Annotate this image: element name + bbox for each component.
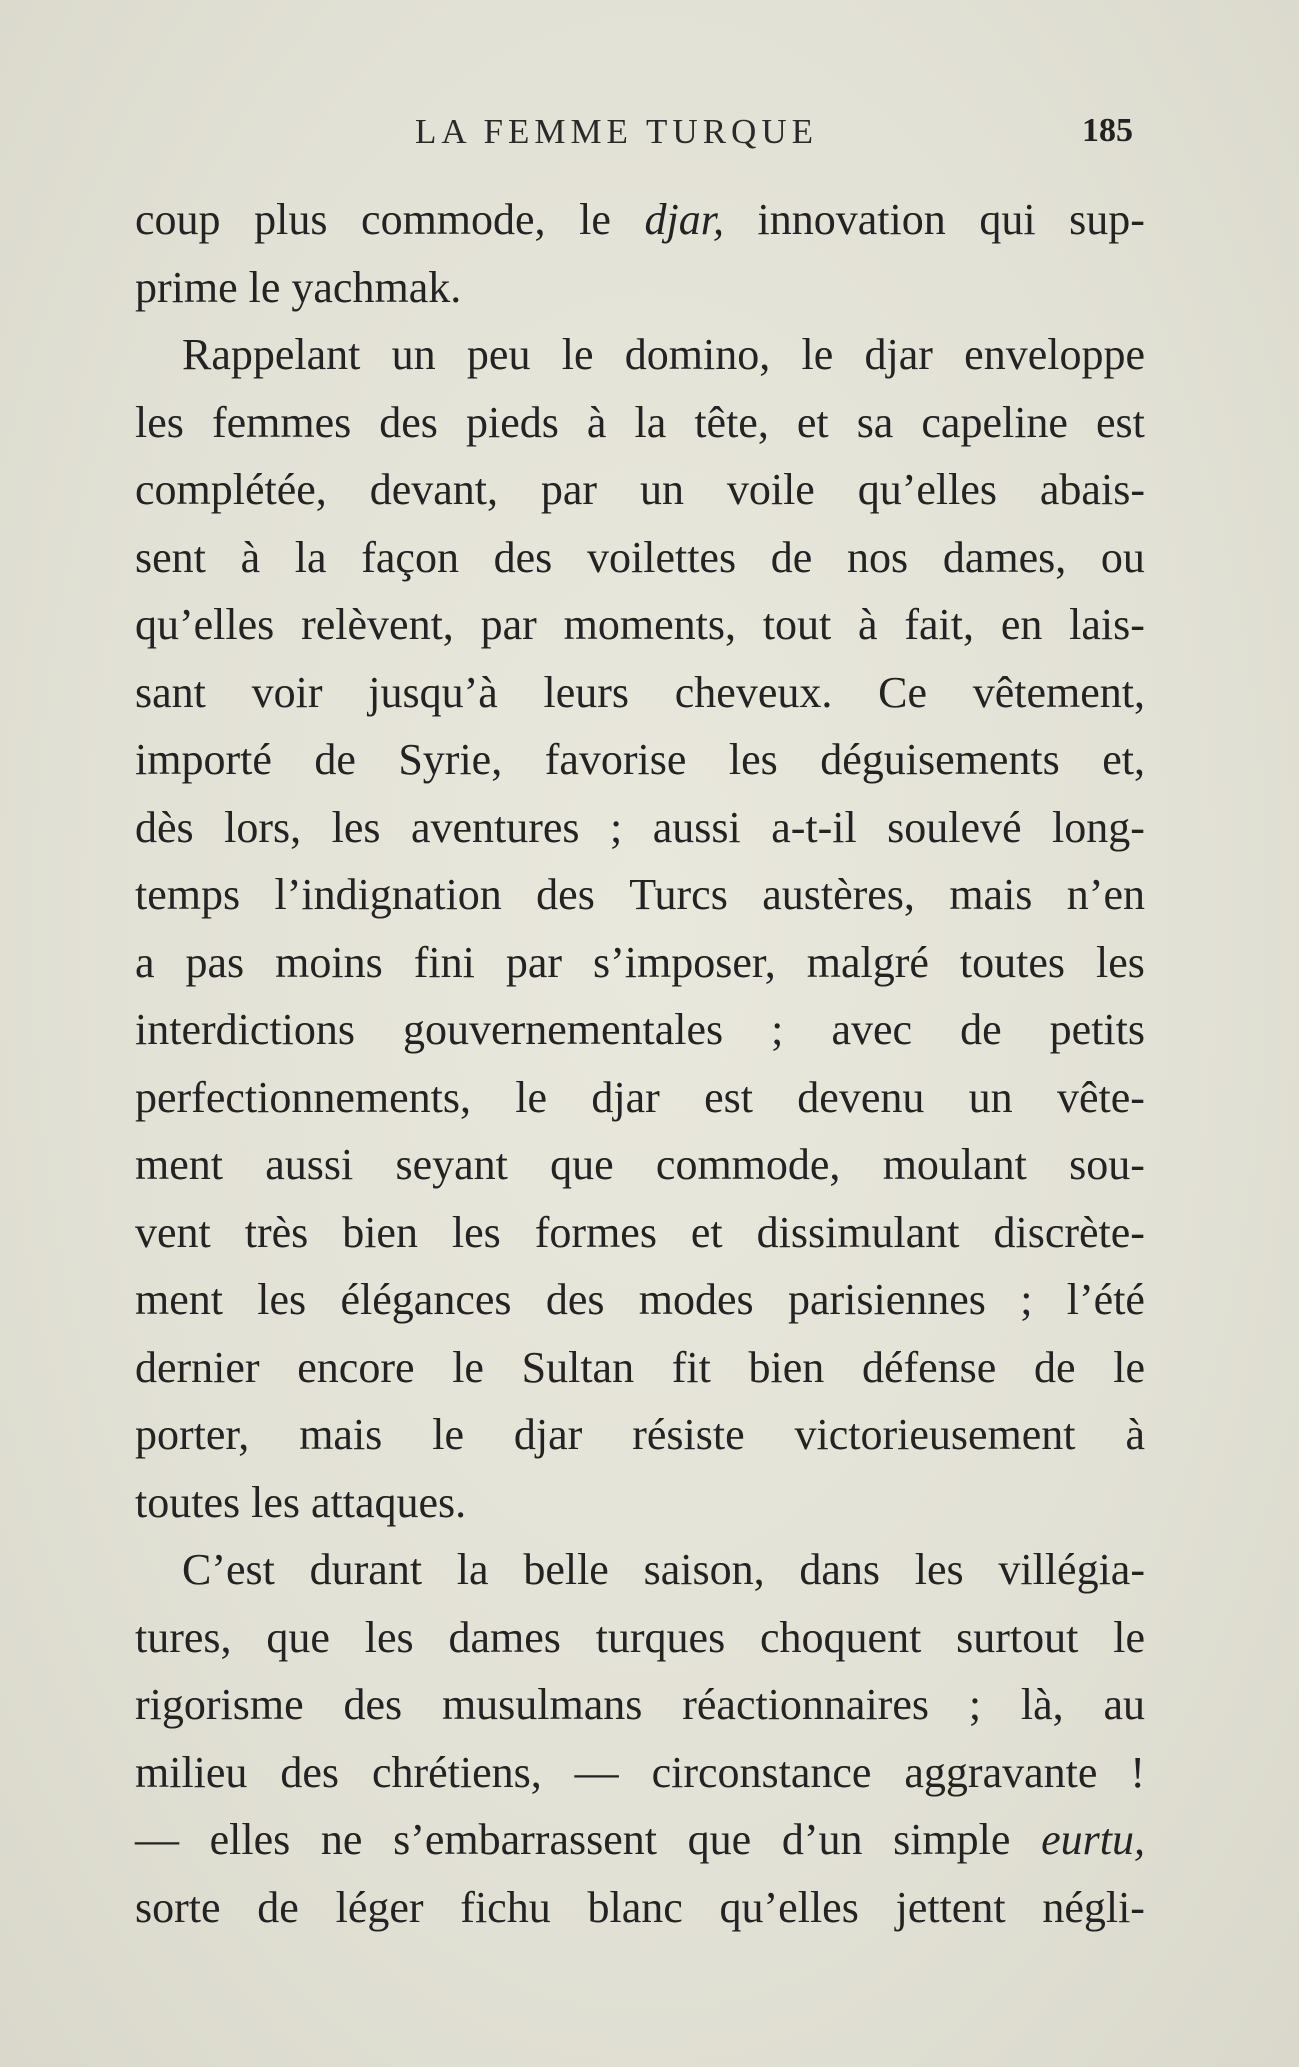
word: vêtement,	[972, 667, 1145, 717]
running-title: LA FEMME TURQUE	[415, 112, 818, 151]
word: de	[960, 1005, 1002, 1054]
word: à	[858, 600, 878, 649]
word: petits	[1049, 1005, 1145, 1054]
word: à	[586, 397, 607, 447]
word: surtout	[956, 1612, 1079, 1662]
word: seyant	[395, 1140, 508, 1189]
word: tête,	[694, 397, 769, 447]
word: temps	[135, 870, 241, 919]
word: voir	[251, 667, 323, 717]
word: des	[536, 870, 595, 919]
word: un	[391, 330, 436, 379]
word: coup	[135, 195, 221, 244]
word: les	[331, 802, 381, 852]
word: innovation	[757, 195, 946, 244]
word: ou	[1100, 532, 1145, 582]
word: moins	[275, 937, 383, 987]
word: !	[1130, 1747, 1145, 1797]
word: malgré	[806, 937, 929, 987]
word: djar	[591, 1072, 660, 1122]
word: le	[1113, 1342, 1145, 1392]
word: long-	[1052, 802, 1145, 852]
word: commode,	[655, 1140, 841, 1189]
word: —	[574, 1747, 619, 1797]
word: circonstance	[651, 1747, 872, 1797]
word: des	[379, 397, 438, 447]
word: façon	[361, 532, 459, 582]
word: sent	[135, 532, 206, 582]
word: par	[480, 600, 537, 649]
word: aussi	[652, 802, 741, 852]
word: encore	[297, 1342, 415, 1392]
word: plus	[254, 195, 328, 244]
word: le	[1113, 1612, 1145, 1662]
word: relèvent,	[301, 600, 454, 649]
word: fini	[413, 937, 475, 987]
word: capeline	[921, 397, 1068, 447]
word: voile	[726, 465, 815, 514]
word: aventures	[410, 802, 580, 852]
word: voilettes	[587, 532, 737, 582]
word: que	[266, 1612, 330, 1662]
word: sup-	[1069, 195, 1145, 244]
text-line	[135, 1401, 1145, 1469]
word: réactionnaires	[682, 1680, 929, 1729]
text-line	[135, 389, 1145, 457]
word: les	[364, 1612, 414, 1662]
word: turques	[595, 1612, 726, 1662]
word: cheveux.	[674, 667, 833, 717]
text-line	[135, 929, 1145, 997]
word: sou-	[1069, 1140, 1145, 1189]
word: les	[135, 397, 184, 447]
word: en	[1000, 600, 1043, 649]
word: complétée,	[135, 465, 327, 514]
word: par	[505, 937, 562, 987]
word: qui	[979, 195, 1036, 244]
text-line	[135, 659, 1145, 727]
word: déguisements	[820, 735, 1060, 784]
text-line	[135, 726, 1145, 794]
word: un	[639, 465, 684, 514]
word: est	[704, 1072, 753, 1122]
word: sant	[135, 667, 206, 717]
word: Sultan	[521, 1342, 635, 1392]
word: commode,	[361, 195, 546, 244]
word: que	[550, 1140, 614, 1189]
word: simple	[893, 1815, 1011, 1864]
word: ment	[135, 1275, 223, 1324]
word: qu’elles	[857, 465, 998, 514]
word: mais	[949, 870, 1033, 919]
word: l’été	[1066, 1275, 1145, 1324]
word: eurtu,	[1041, 1815, 1145, 1864]
word: un	[968, 1072, 1013, 1122]
word: l’indignation	[274, 870, 502, 919]
word: abais-	[1039, 465, 1145, 514]
word: s’embarrassent	[393, 1815, 657, 1864]
text-line	[135, 1874, 1145, 1942]
word: résiste	[632, 1410, 745, 1459]
word: le	[561, 330, 594, 379]
word: Rappelant	[182, 330, 361, 379]
word: au	[1103, 1680, 1145, 1729]
word: importé	[135, 735, 272, 784]
text-line	[135, 1806, 1145, 1874]
text-line	[135, 1334, 1145, 1402]
word: porter,	[135, 1410, 250, 1459]
word: Ce	[878, 667, 927, 717]
word: a	[135, 937, 155, 987]
word: à	[240, 532, 261, 582]
text-line	[135, 861, 1145, 929]
text-line	[135, 186, 1145, 254]
word: pieds	[465, 397, 559, 447]
word: femmes	[211, 397, 352, 447]
text-line	[135, 1536, 1145, 1604]
word: domino,	[624, 330, 771, 379]
word: ne	[320, 1815, 363, 1864]
word: et	[690, 1207, 723, 1257]
word: C’est	[182, 1545, 275, 1594]
word: très	[244, 1207, 309, 1257]
word: jusqu’à	[368, 667, 498, 717]
word: fait,	[904, 600, 975, 649]
word: dissimulant	[756, 1207, 960, 1257]
word: ;	[771, 1005, 784, 1054]
word: dames	[448, 1612, 561, 1662]
text-line-content: prime le yachmak.	[135, 262, 462, 312]
word: de	[314, 735, 356, 784]
word: le	[452, 1342, 484, 1392]
word: moulant	[882, 1140, 1027, 1189]
word: ment	[135, 1140, 223, 1189]
text-line	[135, 794, 1145, 862]
word: peu	[466, 330, 531, 379]
text-line	[135, 1064, 1145, 1132]
word: bien	[748, 1342, 825, 1392]
word: devenu	[797, 1072, 925, 1122]
word: de	[257, 1882, 299, 1932]
word: et	[796, 397, 829, 447]
word: dans	[799, 1545, 880, 1594]
word: négli-	[1042, 1882, 1145, 1932]
word: vête-	[1056, 1072, 1145, 1122]
word: Turcs	[629, 870, 728, 919]
page-number: 185	[1082, 112, 1133, 149]
word: villégia-	[998, 1545, 1145, 1594]
word: fichu	[460, 1882, 551, 1932]
word: rigorisme	[135, 1680, 304, 1729]
word: des	[280, 1747, 340, 1797]
word: à	[1125, 1410, 1145, 1459]
word: austères,	[762, 870, 915, 919]
word: défense	[861, 1342, 997, 1392]
word: la	[294, 532, 327, 582]
text-line	[135, 1604, 1145, 1672]
word: de	[1034, 1342, 1076, 1392]
word: lais-	[1069, 600, 1145, 649]
word: tout	[762, 600, 832, 649]
word: les	[257, 1275, 307, 1324]
word: élégances	[340, 1275, 512, 1324]
text-line	[135, 1131, 1145, 1199]
word: là,	[1020, 1680, 1064, 1729]
word: les	[451, 1207, 501, 1257]
word: modes	[638, 1275, 754, 1324]
word: a-t-il	[771, 802, 857, 852]
word: djar,	[644, 195, 724, 244]
word: qu’elles	[719, 1882, 859, 1932]
word: discrète-	[993, 1207, 1145, 1257]
word: djar	[513, 1410, 583, 1459]
word: nos	[847, 532, 909, 582]
text-line	[135, 1266, 1145, 1334]
text-line	[135, 1671, 1145, 1739]
word: interdictions	[135, 1005, 355, 1054]
word: qu’elles	[135, 600, 275, 649]
word: que	[687, 1815, 752, 1864]
word: chrétiens,	[371, 1747, 542, 1797]
word: fit	[671, 1342, 711, 1392]
text-line	[135, 524, 1145, 592]
word: soulevé	[887, 802, 1022, 852]
word: ;	[968, 1680, 982, 1729]
word: musulmans	[441, 1680, 643, 1729]
word: avec	[831, 1005, 913, 1054]
word: léger	[335, 1882, 424, 1932]
word: formes	[534, 1207, 657, 1257]
word: jettent	[895, 1882, 1006, 1932]
word: favorise	[544, 735, 687, 784]
word: sorte	[135, 1882, 221, 1932]
word: les	[1096, 937, 1145, 987]
word: sa	[856, 397, 894, 447]
word: le	[432, 1410, 464, 1459]
word: tures,	[135, 1612, 232, 1662]
text-line	[135, 456, 1145, 524]
word: n’en	[1066, 870, 1145, 919]
word: choquent	[760, 1612, 922, 1662]
word: la	[634, 397, 667, 447]
text-line	[135, 996, 1145, 1064]
word: dernier	[135, 1342, 260, 1392]
text-line	[135, 321, 1145, 389]
word: s’imposer,	[592, 937, 776, 987]
word: Syrie,	[398, 735, 503, 784]
word: leurs	[543, 667, 630, 717]
word: le	[579, 195, 611, 244]
body-text	[135, 186, 1145, 1941]
word: le	[801, 330, 834, 379]
word: les	[914, 1545, 964, 1594]
word: les	[728, 735, 778, 784]
word: des	[493, 532, 553, 582]
word: aussi	[265, 1140, 354, 1189]
text-line	[135, 1739, 1145, 1807]
word: par	[540, 465, 598, 514]
word: pas	[185, 937, 245, 987]
word: belle	[523, 1545, 609, 1594]
word: ;	[610, 802, 623, 852]
word: dès	[135, 802, 194, 852]
word: victorieusement	[794, 1410, 1076, 1459]
word: perfectionnements,	[135, 1072, 471, 1122]
word: des	[545, 1275, 605, 1324]
word: saison,	[643, 1545, 765, 1594]
word: blanc	[587, 1882, 683, 1932]
word: parisiennes	[787, 1275, 986, 1324]
word: lors,	[224, 802, 302, 852]
word: vent	[135, 1207, 211, 1257]
word: la	[456, 1545, 489, 1594]
word: —	[135, 1815, 179, 1864]
page-header	[135, 112, 1135, 162]
word: et,	[1102, 735, 1145, 784]
text-line	[135, 591, 1145, 659]
word: elles	[209, 1815, 291, 1864]
word: ;	[1020, 1275, 1033, 1324]
word: moments,	[563, 600, 736, 649]
text-line	[135, 1199, 1145, 1267]
word: toutes	[959, 937, 1066, 987]
word: gouvernementales	[403, 1005, 724, 1054]
word: milieu	[135, 1747, 248, 1797]
word: aggravante	[904, 1747, 1098, 1797]
word: enveloppe	[964, 330, 1145, 379]
word: durant	[309, 1545, 423, 1594]
word: d’un	[781, 1815, 863, 1864]
word: le	[515, 1072, 548, 1122]
text-line	[135, 254, 1145, 322]
word: est	[1096, 397, 1145, 447]
text-line	[135, 1469, 1145, 1537]
word: de	[770, 532, 813, 582]
word: devant,	[369, 465, 498, 514]
word: djar	[864, 330, 933, 379]
word: mais	[299, 1410, 383, 1459]
word: bien	[342, 1207, 418, 1257]
word: dames,	[942, 532, 1067, 582]
text-line-content: toutes les attaques.	[135, 1477, 467, 1527]
word: des	[343, 1680, 403, 1729]
